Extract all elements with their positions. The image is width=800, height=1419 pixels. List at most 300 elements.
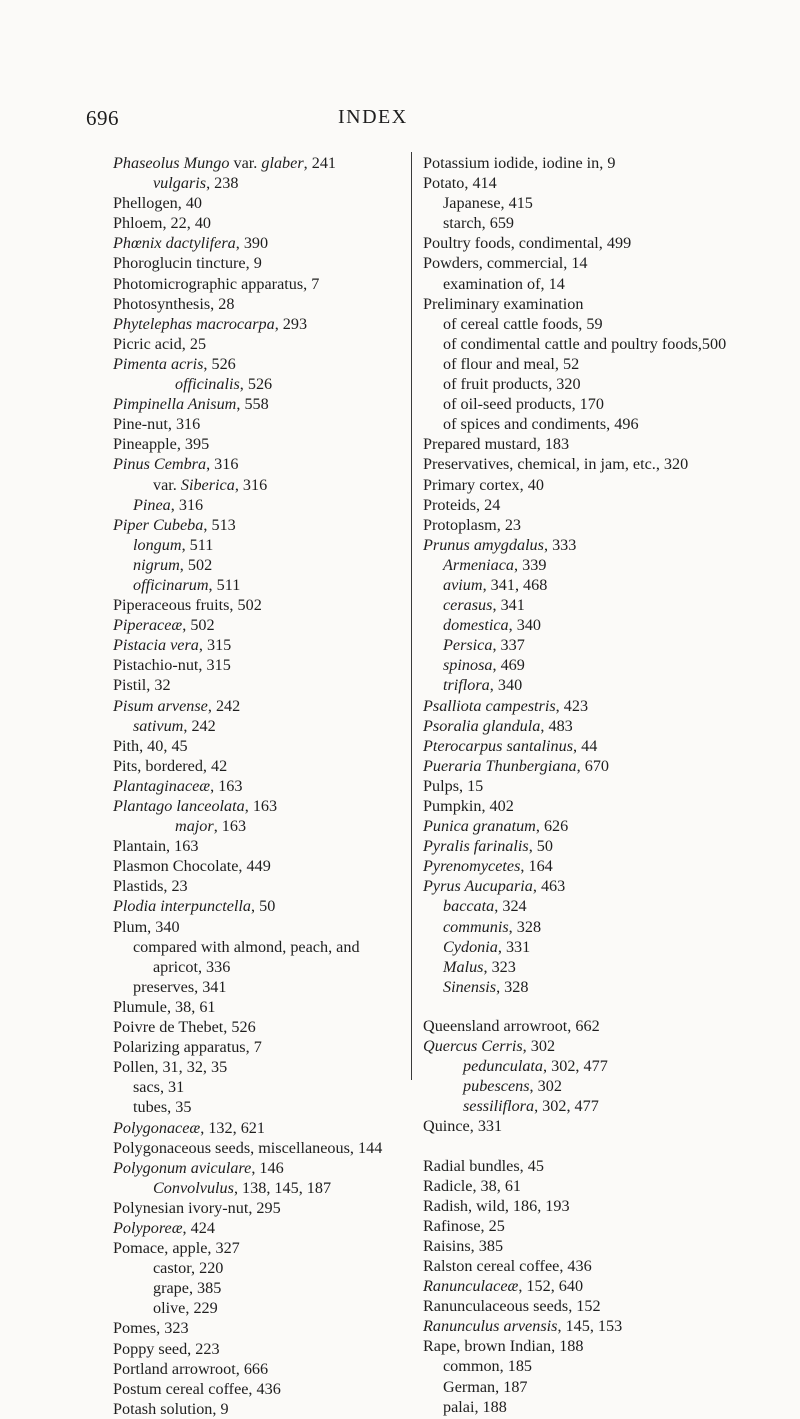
entry-term-italic: Prunus amygdalus: [423, 535, 544, 554]
index-entry: [423, 1116, 793, 1136]
entry-term-italic: vulgaris: [153, 174, 207, 193]
entry-text: Ralston cereal coffee, 436: [423, 1256, 592, 1275]
entry-text: , 316: [170, 495, 204, 514]
entry-text: , 558: [236, 395, 269, 414]
entry-term-italic: Polygonum aviculare: [113, 1158, 252, 1177]
entry-term-italic: Plantaginaceæ: [113, 776, 211, 795]
index-entry: [423, 1377, 793, 1397]
entry-term-italic: sativum: [133, 716, 184, 735]
index-entry: [113, 253, 423, 273]
index-entry: [113, 1178, 423, 1198]
entry-text: tubes, 35: [133, 1098, 192, 1117]
index-entry: [423, 736, 793, 756]
index-entry: [113, 475, 423, 495]
index-entry: [423, 173, 793, 193]
entry-text: , 302, 477: [534, 1097, 599, 1116]
index-entry: [113, 334, 423, 354]
index-entry: [423, 716, 793, 736]
entry-text: , 463: [532, 877, 566, 896]
index-entry: [113, 555, 423, 575]
entry-term-italic: officinarum: [133, 575, 209, 594]
index-entry: [113, 213, 423, 233]
entry-text: , 502: [182, 616, 215, 635]
entry-text: , 293: [274, 314, 308, 333]
section-gap: [423, 997, 793, 1016]
entry-term-italic: Siberica: [180, 475, 235, 494]
entry-text: Potassium iodide, iodine in, 9: [423, 154, 616, 172]
entry-text: , 526: [203, 354, 236, 373]
entry-term-italic: Punica granatum: [423, 817, 536, 836]
entry-term-italic: Pimpinella Anisum: [113, 395, 237, 414]
index-entry: [113, 1017, 423, 1037]
entry-text: , 316: [234, 475, 268, 494]
entry-term-italic: sessiliflora: [463, 1097, 535, 1116]
entry-text: Pulps, 15: [423, 776, 484, 795]
entry-text: Poivre de Thebet, 526: [113, 1018, 256, 1037]
entry-term-italic: baccata: [443, 897, 495, 916]
index-entry: [423, 374, 793, 394]
entry-term-italic: domestica: [443, 616, 509, 635]
index-entry: [113, 675, 423, 695]
index-entry: [423, 515, 793, 535]
index-entry: [423, 655, 793, 675]
index-entry: [113, 1097, 423, 1117]
entry-term-italic: Pinea: [133, 495, 171, 514]
index-entry: [423, 1296, 793, 1316]
index-entry: [113, 816, 423, 836]
index-entry: [423, 635, 793, 655]
index-entry: [423, 816, 793, 836]
entry-text: , 328: [496, 977, 529, 996]
index-entry: [423, 434, 793, 454]
index-entry: [423, 294, 793, 314]
index-entry: [113, 896, 423, 916]
index-entry: [423, 495, 793, 515]
entry-text: Pistil, 32: [113, 676, 171, 695]
entry-text: , 44: [573, 736, 598, 755]
entry-text: , 138, 145, 187: [233, 1178, 332, 1197]
index-entry: [423, 1256, 793, 1276]
index-entry: [113, 515, 423, 535]
entry-text: , 146: [251, 1158, 284, 1177]
index-entry: [113, 977, 423, 997]
entry-term-italic: Quercus Cerris: [423, 1037, 523, 1056]
index-entry: [113, 655, 423, 675]
entry-term-italic: triflora: [443, 676, 490, 695]
entry-text: , 242: [207, 696, 241, 715]
index-entry: [113, 716, 423, 736]
index-entry: [423, 917, 793, 937]
index-entry: [113, 1218, 423, 1238]
index-entry: [423, 1156, 793, 1176]
entry-term-italic: Phytelephas macrocarpa: [113, 314, 275, 333]
index-entry: [423, 475, 793, 495]
entry-term-italic: pubescens: [463, 1077, 530, 1096]
entry-text: , 241: [303, 154, 337, 172]
entry-text: Plum, 340: [113, 917, 180, 936]
entry-text: , 315: [198, 636, 232, 655]
entry-text: of spices and condiments, 496: [443, 415, 639, 434]
index-entry: [423, 977, 793, 997]
entry-text: starch, 659: [443, 214, 515, 233]
index-entry: [423, 193, 793, 213]
entry-text: Primary cortex, 40: [423, 475, 544, 494]
index-entry: [423, 354, 793, 374]
entry-text: sacs, 31: [133, 1078, 185, 1097]
index-entry: [113, 414, 423, 434]
index-entry: [113, 535, 423, 555]
entry-text: , 469: [492, 656, 525, 675]
entry-text: , 302, 477: [543, 1057, 608, 1076]
index-entry: [113, 354, 423, 374]
page-number: 696: [86, 106, 119, 130]
index-entry: [423, 1056, 793, 1076]
entry-text: Preservatives, chemical, in jam, etc., 320: [423, 455, 689, 474]
index-entry: [113, 1037, 423, 1057]
running-title: INDEX: [338, 106, 408, 128]
index-entry: [423, 1096, 793, 1116]
index-entry: [113, 836, 423, 856]
entry-text: Poultry foods, condimental, 499: [423, 234, 632, 253]
index-entry: [423, 535, 793, 555]
entry-text: , 337: [492, 636, 525, 655]
index-entry: [423, 1176, 793, 1196]
entry-text: , 331: [497, 937, 531, 956]
index-entry: [113, 314, 423, 334]
entry-text: Radicle, 38, 61: [423, 1176, 522, 1195]
index-entry: [113, 696, 423, 716]
entry-text: , 163: [210, 776, 243, 795]
entry-text: Photomicrographic apparatus, 7: [113, 274, 320, 293]
index-entry: [113, 193, 423, 213]
index-entry: [113, 1359, 423, 1379]
entry-text: Queensland arrowroot, 662: [423, 1016, 600, 1035]
entry-text: Pomace, apple, 327: [113, 1239, 240, 1258]
entry-text: apricot, 336: [153, 957, 231, 976]
index-entry: [113, 294, 423, 314]
index-entry: [423, 1397, 793, 1417]
entry-text: Quince, 331: [423, 1117, 503, 1136]
entry-term-italic: Armeniaca: [443, 555, 515, 574]
index-entry: [113, 394, 423, 414]
index-entry: [113, 1077, 423, 1097]
index-entry: [423, 314, 793, 334]
entry-term-italic: Plantago lanceolata: [113, 797, 245, 815]
index-entry: [423, 675, 793, 695]
entry-term-italic: cerasus: [443, 596, 493, 615]
entry-term-italic: Sinensis: [443, 977, 497, 996]
index-entry: [423, 957, 793, 977]
index-entry: [423, 253, 793, 273]
index-entry: [113, 635, 423, 655]
entry-text: , 341, 468: [482, 575, 548, 594]
entry-term-italic: Pyralis farinalis: [423, 837, 529, 856]
index-entry: [423, 1216, 793, 1236]
entry-text: , 670: [576, 756, 610, 775]
entry-text: Raisins, 385: [423, 1236, 504, 1255]
column-divider: [411, 152, 412, 1080]
index-entry: [113, 856, 423, 876]
index-entry: [423, 1036, 793, 1056]
entry-text: Plastids, 23: [113, 877, 188, 896]
section-gap: [423, 1137, 793, 1156]
entry-text: Piperaceous fruits, 502: [113, 596, 262, 615]
index-entry: [423, 555, 793, 575]
entry-text: Radial bundles, 45: [423, 1156, 544, 1175]
index-entry: [113, 1118, 423, 1138]
index-entry: [113, 1379, 423, 1399]
index-entry: [113, 876, 423, 896]
index-column-left: [113, 153, 423, 1419]
entry-text: var.: [153, 475, 181, 494]
index-entry: [423, 1316, 793, 1336]
entry-text: , 328: [508, 917, 542, 936]
entry-text: Rape, brown Indian, 188: [423, 1337, 584, 1356]
entry-text: of condimental cattle and poultry foods,500: [443, 334, 727, 353]
index-entry: [423, 756, 793, 776]
entry-text: German, 187: [443, 1377, 528, 1396]
entry-term-italic: Ranunculaceæ: [423, 1277, 519, 1296]
entry-text: , 341: [492, 596, 525, 615]
index-entry: [423, 1196, 793, 1216]
index-entry: [113, 1238, 423, 1258]
index-entry: [113, 957, 423, 977]
entry-text: Protoplasm, 23: [423, 515, 522, 534]
entry-text: , 323: [483, 957, 516, 976]
entry-term-italic: spinosa: [443, 656, 493, 675]
index-entry: [113, 917, 423, 937]
entry-text: Pits, bordered, 42: [113, 756, 228, 775]
entry-term-italic: avium: [443, 575, 483, 594]
index-entry: [423, 414, 793, 434]
index-entry: [423, 615, 793, 635]
index-entry: [113, 153, 423, 173]
entry-text: , 50: [251, 897, 276, 916]
index-entry: [423, 153, 793, 173]
entry-text: Pith, 40, 45: [113, 736, 188, 755]
entry-term-italic: major: [175, 817, 214, 836]
index-entry: [113, 1298, 423, 1318]
entry-term-italic: Polygonaceæ: [113, 1118, 201, 1137]
entry-text: Photosynthesis, 28: [113, 294, 235, 313]
entry-text: Polynesian ivory-nut, 295: [113, 1198, 281, 1217]
index-entry: [423, 1236, 793, 1256]
entry-text: of fruit products, 320: [443, 375, 581, 394]
entry-text: , 302: [529, 1077, 562, 1096]
entry-term-italic: communis: [443, 917, 509, 936]
entry-text: of flour and meal, 52: [443, 354, 580, 373]
entry-term-italic: Pinus Cembra: [113, 455, 207, 474]
entry-text: Phellogen, 40: [113, 194, 203, 213]
index-entry: [113, 1057, 423, 1077]
index-entry: [423, 856, 793, 876]
index-entry: [113, 173, 423, 193]
entry-text: , 423: [555, 696, 589, 715]
index-entry: [113, 776, 423, 796]
entry-term-italic: nigrum: [133, 555, 180, 574]
index-entry: [113, 796, 423, 816]
entry-text: , 511: [181, 535, 214, 554]
index-entry: [423, 796, 793, 816]
entry-text: Potato, 414: [423, 174, 497, 193]
entry-text: Prepared mustard, 183: [423, 435, 570, 454]
index-entry: [113, 233, 423, 253]
entry-text: Pumpkin, 402: [423, 797, 514, 815]
entry-term-italic: Pterocarpus santalinus: [423, 736, 574, 755]
entry-term-italic: Phœnix dactylifera: [113, 234, 236, 253]
index-entry: [423, 1076, 793, 1096]
index-entry: [423, 1356, 793, 1376]
entry-term-italic: Pyrenomycetes: [423, 857, 521, 876]
entry-term-italic: longum: [133, 535, 182, 554]
index-entry: [113, 615, 423, 635]
index-entry: [423, 274, 793, 294]
entry-term-italic: Plodia interpunctella: [113, 897, 252, 916]
entry-text: Pineapple, 395: [113, 435, 210, 454]
entry-text: , 340: [489, 676, 523, 695]
entry-text: compared with almond, peach, and: [133, 937, 360, 956]
entry-text: Phloem, 22, 40: [113, 214, 212, 233]
index-entry: [423, 696, 793, 716]
entry-text: Plasmon Chocolate, 449: [113, 857, 271, 876]
index-entry: [423, 233, 793, 253]
entry-text: , 324: [494, 897, 527, 916]
entry-text: Pine-nut, 316: [113, 415, 201, 434]
entry-text: Plantain, 163: [113, 837, 199, 856]
index-entry: [423, 937, 793, 957]
entry-text: , 316: [206, 455, 239, 474]
entry-text: Potash solution, 9: [113, 1399, 229, 1418]
entry-text: , 132, 621: [200, 1118, 265, 1137]
index-entry: [113, 1318, 423, 1338]
entry-text: , 242: [183, 716, 216, 735]
entry-text: examination of, 14: [443, 274, 565, 293]
index-entry: [113, 495, 423, 515]
entry-text: Poppy seed, 223: [113, 1339, 220, 1358]
entry-text: Pomes, 323: [113, 1319, 189, 1338]
entry-term-italic: Cydonia: [443, 937, 498, 956]
entry-term-italic: Pistacia vera: [113, 636, 199, 655]
index-entry: [113, 736, 423, 756]
index-entry: [113, 595, 423, 615]
entry-term-italic: Phaseolus Mungo: [113, 154, 230, 172]
entry-text: olive, 229: [153, 1299, 218, 1318]
entry-text: , 340: [508, 616, 542, 635]
index-entry: [113, 454, 423, 474]
entry-text: Pollen, 31, 32, 35: [113, 1058, 228, 1077]
index-entry: [423, 776, 793, 796]
index-entry: [423, 575, 793, 595]
entry-term-italic: Polyporeæ: [113, 1218, 183, 1237]
entry-text: , 483: [540, 716, 573, 735]
entry-text: Ranunculaceous seeds, 152: [423, 1297, 601, 1316]
entry-text: Polygonaceous seeds, miscellaneous, 144: [113, 1138, 383, 1157]
entry-term-italic: Piper Cubeba: [113, 515, 204, 534]
entry-text: Picric acid, 25: [113, 334, 207, 353]
entry-text: palai, 188: [443, 1397, 507, 1416]
index-entry: [423, 213, 793, 233]
index-entry: [423, 1276, 793, 1296]
entry-text: , 526: [239, 375, 273, 394]
entry-text: , 152, 640: [518, 1277, 584, 1296]
index-column-right: [423, 153, 793, 1417]
entry-term-italic: Pyrus Aucuparia: [423, 877, 533, 896]
entry-text: , 163: [244, 797, 278, 815]
entry-text: Powders, commercial, 14: [423, 254, 588, 273]
entry-text: Plumule, 38, 61: [113, 997, 216, 1016]
entry-text: , 511: [208, 575, 241, 594]
entry-text: Polarizing apparatus, 7: [113, 1038, 262, 1057]
entry-term-italic: Ranunculus arvensis: [423, 1317, 558, 1336]
index-entry: [113, 374, 423, 394]
index-entry: [113, 1258, 423, 1278]
entry-text: , 626: [535, 817, 569, 836]
entry-text: of cereal cattle foods, 59: [443, 314, 603, 333]
index-entry: [113, 1138, 423, 1158]
entry-text: var.: [229, 154, 262, 172]
index-entry: [423, 1016, 793, 1036]
entry-text: Proteids, 24: [423, 495, 501, 514]
entry-text: Portland arrowroot, 666: [113, 1359, 269, 1378]
index-entry: [113, 1278, 423, 1298]
index-entry: [113, 575, 423, 595]
entry-term-italic: Psoralia glandula: [423, 716, 541, 735]
entry-text: , 164: [520, 857, 553, 876]
index-entry: [423, 1336, 793, 1356]
entry-text: Preliminary examination: [423, 294, 584, 313]
index-entry: [113, 1339, 423, 1359]
index-entry: [113, 1158, 423, 1178]
entry-text: Radish, wild, 186, 193: [423, 1196, 570, 1215]
entry-text: of oil-seed products, 170: [443, 395, 604, 414]
entry-term-italic: Psalliota campestris: [423, 696, 556, 715]
entry-text: Phoroglucin tincture, 9: [113, 254, 262, 273]
index-entry: [423, 836, 793, 856]
index-entry: [113, 937, 423, 957]
entry-text: , 424: [182, 1218, 215, 1237]
entry-text: , 513: [203, 515, 236, 534]
entry-text: castor, 220: [153, 1259, 224, 1278]
entry-text: , 145, 153: [557, 1317, 623, 1336]
entry-term-italic: Convolvulus: [153, 1178, 234, 1197]
entry-text: , 50: [528, 837, 553, 856]
index-entry: [423, 876, 793, 896]
entry-term-italic: officinalis: [175, 375, 240, 394]
index-entry: [423, 454, 793, 474]
entry-term-italic: pedunculata: [463, 1057, 544, 1076]
index-entry: [423, 896, 793, 916]
entry-text: , 333: [543, 535, 577, 554]
index-entry: [113, 274, 423, 294]
entry-text: , 302: [522, 1037, 556, 1056]
entry-text: , 390: [235, 234, 269, 253]
entry-text: , 339: [514, 555, 547, 574]
entry-text: Postum cereal coffee, 436: [113, 1379, 281, 1398]
entry-term-italic: Pisum arvense: [113, 696, 208, 715]
entry-term-italic: glaber: [261, 154, 304, 172]
index-entry: [113, 1399, 423, 1419]
index-entry: [113, 434, 423, 454]
entry-text: grape, 385: [153, 1279, 222, 1298]
entry-term-italic: Pimenta acris: [113, 354, 204, 373]
index-entry: [423, 394, 793, 414]
entry-text: preserves, 341: [133, 977, 227, 996]
entry-text: , 238: [206, 174, 239, 193]
entry-term-italic: Pueraria Thunbergiana: [423, 756, 577, 775]
entry-term-italic: Persica: [443, 636, 493, 655]
entry-term-italic: Piperaceæ: [113, 616, 183, 635]
index-entry: [113, 756, 423, 776]
